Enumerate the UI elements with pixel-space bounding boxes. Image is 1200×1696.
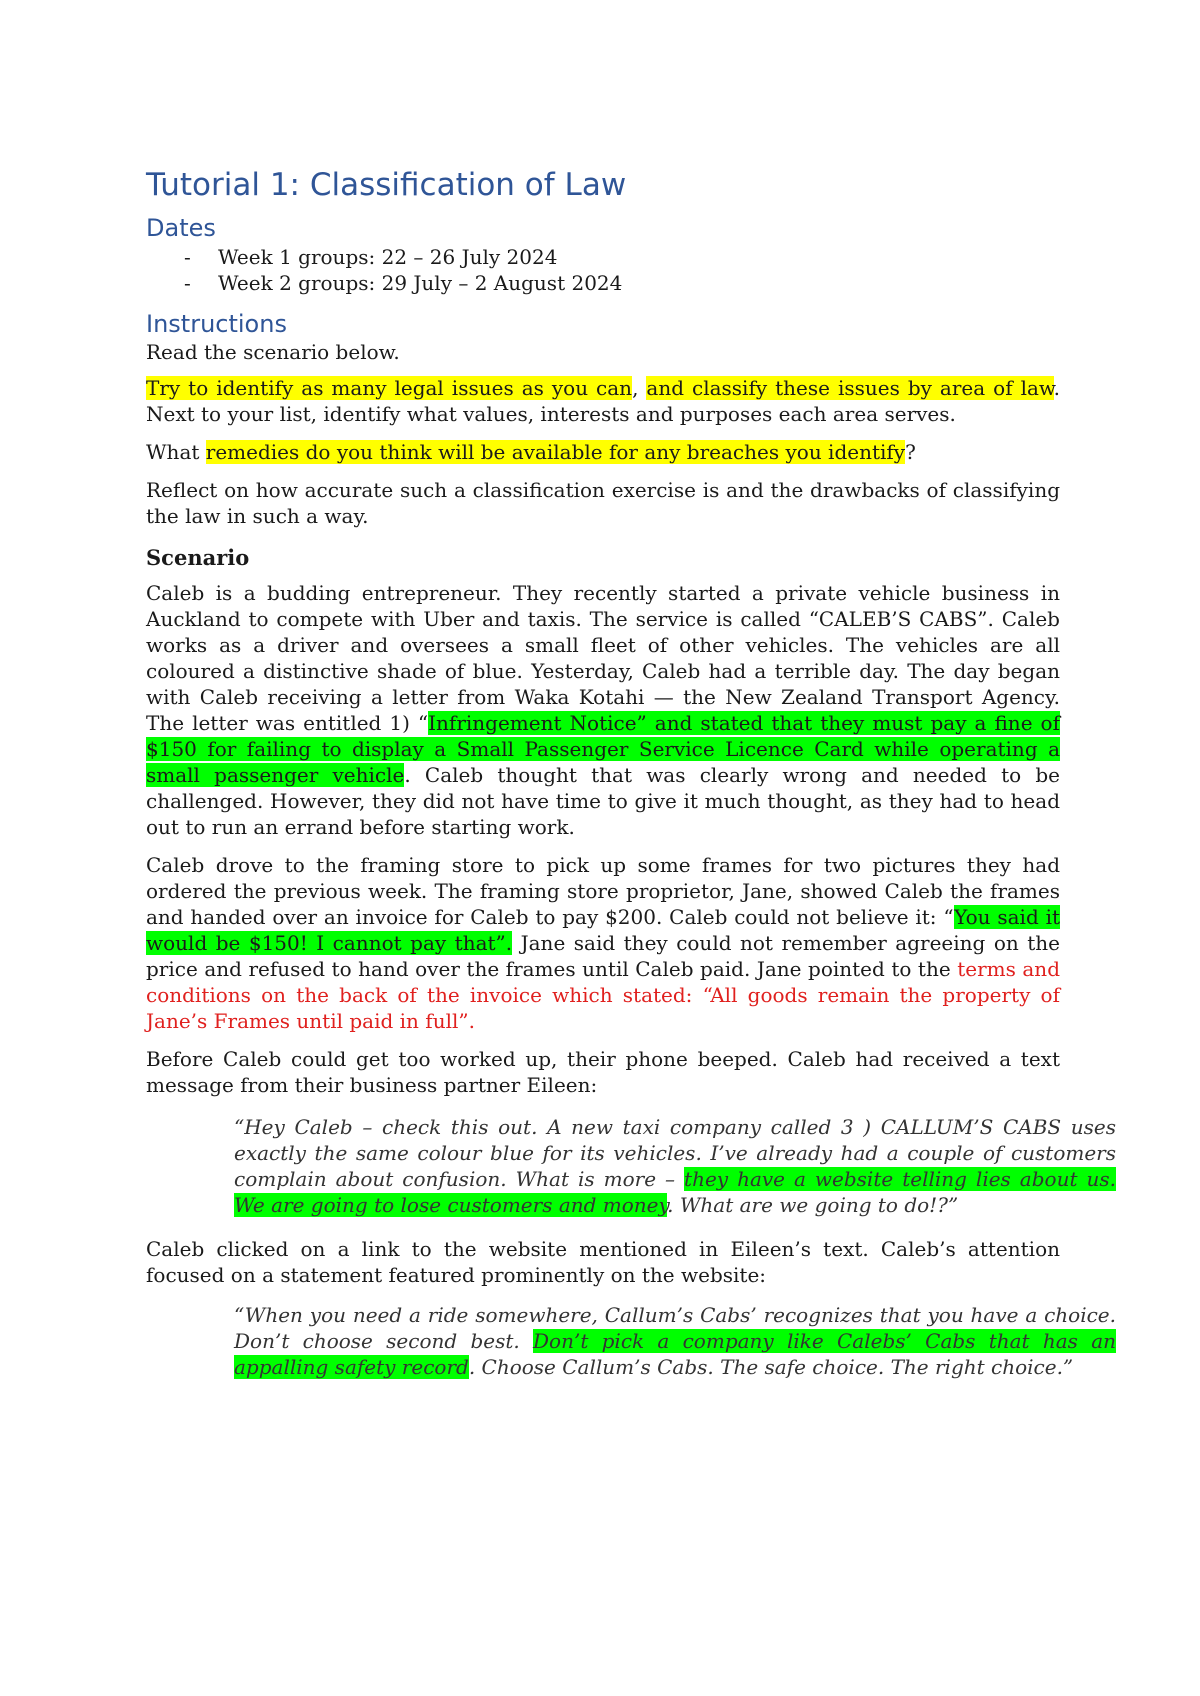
document-body	[146, 167, 1116, 1398]
instructions-paragraph: Read the scenario below.	[146, 340, 400, 365]
text-span: ,	[632, 376, 647, 401]
text-span: . Next to your list, identify what values, interests and purposes each area serves.	[146, 376, 1060, 427]
highlighted-text: Don’t pick a company like Calebs’ Cabs that has an appalling safety record	[234, 1329, 1116, 1380]
highlighted-text: Infringement Notice” and stated that they must pay a fine of $150 for failing to display a Small Passenger Service Licence Card while operating a small passenger vehicle	[146, 711, 1060, 788]
instructions-heading: Instructions	[146, 310, 287, 339]
scenario-paragraph: Caleb clicked on a link to the website mentioned in Eileen’s text. Caleb’s attention focused on a statement featured prominently on the website:	[146, 1237, 1060, 1288]
highlighted-text: Try to identify as many legal issues as you can	[146, 376, 633, 401]
scenario-paragraph: Before Caleb could get too worked up, their phone beeped. Caleb had received a text message from their business partner Eileen:	[146, 1047, 1060, 1098]
text-span: Jane said they could not remember agreeing on the price and refused to hand over the frames until Caleb paid. Jane pointed to the	[146, 931, 1061, 982]
highlighted-text: and classify these issues by area of law	[646, 376, 1054, 401]
instructions-paragraph: Reflect on how accurate such a classification exercise is and the drawbacks of classifying the law in such a way.	[146, 478, 1060, 529]
text-span: What	[146, 440, 206, 465]
page-title: Tutorial 1: Classification of Law	[146, 167, 627, 203]
instructions-paragraph	[146, 439, 1060, 465]
instructions-paragraph	[146, 375, 1060, 427]
list-item: - Week 1 groups: 22 – 26 July 2024	[146, 244, 1060, 270]
dates-heading: Dates	[146, 213, 216, 242]
text-message-quote	[234, 1114, 1116, 1218]
text-span: Caleb is a budding entrepreneur. They recently started a private vehicle business in Auckland to compete with Uber and taxis. The service is called “CALEB’S CABS”. Caleb works as a driver and oversees a small fleet of other vehicles. The vehicles are all coloured a distinctive shade of blue. Yesterday, Caleb had a terrible day. The day began with Caleb receiving a letter from Waka Kotahi — the New Zealand Transport Agency. The letter was entitled 1) “	[146, 581, 1060, 736]
text-span: “When you need a ride somewhere, Callum’s Cabs’ recognizes that you have a choice. Don’t choose second best.	[234, 1303, 1116, 1354]
dates-list	[146, 244, 1060, 296]
website-quote	[234, 1302, 1116, 1380]
text-span: Caleb drove to the framing store to pick up some frames for two pictures they had ordered the previous week. The framing store proprietor, Jane, showed Caleb the frames and handed over an invoice for Caleb to pay $200. Caleb could not believe it: “	[146, 853, 1060, 930]
text-span: . What are we going to do!?”	[667, 1193, 959, 1218]
red-text: terms and conditions on the back of the invoice which stated: “All goods remain the property of Jane’s Frames until paid in full”.	[146, 957, 1060, 1034]
list-item: - Week 2 groups: 29 July – 2 August 2024	[146, 270, 1060, 296]
text-span: ?	[905, 440, 916, 465]
scenario-paragraph	[146, 580, 1060, 840]
scenario-paragraph	[146, 852, 1060, 1034]
scenario-heading: Scenario	[146, 545, 250, 571]
text-span: . Caleb thought that was clearly wrong and needed to be challenged. However, they did not have time to give it much thought, as they had to head out to run an errand before starting work.	[146, 763, 1060, 840]
text-span: “Hey Caleb – check this out. A new taxi company called 3 ) CALLUM’S CABS uses exactly the same colour blue for its vehicles. I’ve already had a couple of customers complain about confusion. What is more –	[234, 1115, 1116, 1192]
text-span: . Choose Callum’s Cabs. The safe choice. The right choice.”	[468, 1355, 1074, 1380]
highlighted-text: remedies do you think will be available for any breaches you identify	[205, 440, 906, 465]
highlighted-text: You said it would be $150! I cannot pay that”.	[146, 905, 1061, 956]
highlighted-text: they have a website telling lies about us. We are going to lose customers and money	[234, 1167, 1116, 1218]
